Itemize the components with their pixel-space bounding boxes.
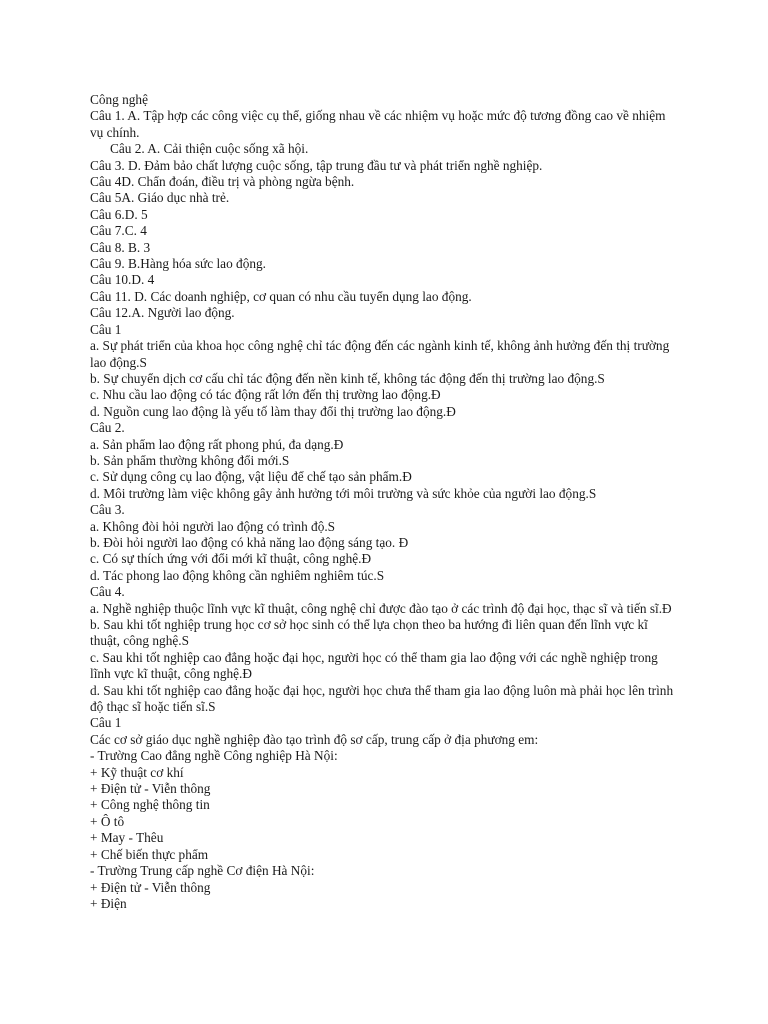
list-item: + Điện bbox=[90, 895, 127, 911]
text-line: c. Sử dụng công cụ lao động, vật liệu để chế tạo sản phẩm.Đ bbox=[90, 469, 412, 485]
text-line: d. Tác phong lao động không cần nghiêm nghiêm túc.S bbox=[90, 567, 385, 583]
text-line: b. Đòi hỏi người lao động có khả năng lao động sáng tạo. Đ bbox=[90, 534, 409, 550]
section-heading: Câu 1 bbox=[90, 715, 122, 731]
section-heading: Câu 2. bbox=[90, 420, 125, 436]
text-line: a. Nghề nghiệp thuộc lĩnh vực kĩ thuật, công nghệ chỉ được đào tạo ở các trình độ đại học, thạc sĩ và tiến sĩ.Đ bbox=[90, 600, 672, 616]
text-line: d. Nguồn cung lao động là yếu tố làm thay đổi thị trường lao động.Đ bbox=[90, 403, 456, 419]
section-heading: Câu 3. bbox=[90, 502, 125, 518]
text-line: b. Sản phẩm thường không đổi mới.S bbox=[90, 452, 290, 468]
list-item: + Công nghệ thông tin bbox=[90, 797, 210, 813]
text-line: Câu 1. A. Tập hợp các công việc cụ thể, giống nhau về các nhiệm vụ hoặc mức độ tương đồng cao về nhiệm vụ chính. bbox=[90, 108, 666, 140]
text-line: c. Sau khi tốt nghiệp cao đẳng hoặc đại học, người học có thể tham gia lao động với các nghề nghiệp trong lĩnh vực kĩ thuật, công nghệ.Đ bbox=[90, 649, 658, 682]
text-line: Câu 12.A. Người lao động. bbox=[90, 305, 235, 321]
text-line: Các cơ sở giáo dục nghề nghiệp đào tạo trình độ sơ cấp, trung cấp ở địa phương em: bbox=[90, 731, 539, 747]
text-line: b. Sau khi tốt nghiệp trung học cơ sở học sinh có thể lựa chọn theo ba hướng đi liên quan đến lĩnh vực kĩ thuật, công nghệ.S bbox=[90, 617, 648, 649]
list-item: + Ô tô bbox=[90, 813, 125, 829]
list-item: + Điện tử - Viễn thông bbox=[90, 781, 211, 797]
text-line: Câu 4D. Chẩn đoán, điều trị và phòng ngừa bệnh. bbox=[90, 174, 355, 190]
document-title: Công nghệ bbox=[90, 92, 148, 107]
list-item: + Chế biến thực phẩm bbox=[90, 846, 209, 862]
text-line: c. Nhu cầu lao động có tác động rất lớn đến thị trường lao động.Đ bbox=[90, 387, 441, 403]
list-item: - Trường Cao đẳng nghề Công nghiệp Hà Nội: bbox=[90, 748, 338, 764]
text-line: b. Sự chuyển dịch cơ cấu chỉ tác động đến nền kinh tế, không tác động đến thị trường lao động.S bbox=[90, 370, 605, 386]
list-item: - Trường Trung cấp nghề Cơ điện Hà Nội: bbox=[90, 863, 315, 879]
text-line: Câu 11. D. Các doanh nghiệp, cơ quan có nhu cầu tuyển dụng lao động. bbox=[90, 288, 472, 304]
list-item: + Điện tử - Viễn thông bbox=[90, 879, 211, 895]
text-line: d. Sau khi tốt nghiệp cao đẳng hoặc đại học, người học chưa thể tham gia lao động luôn mà phải học lên trình độ thạc sĩ hoặc tiến sĩ.S bbox=[90, 682, 674, 715]
section-heading: Câu 4. bbox=[90, 584, 125, 600]
text-line: a. Sự phát triển của khoa học công nghệ chỉ tác động đến các ngành kinh tế, không ảnh hưởng đến thị trường lao động.S bbox=[90, 338, 670, 370]
text-line: d. Môi trường làm việc không gây ảnh hưởng tới môi trường và sức khỏe của người lao động.S bbox=[90, 485, 597, 501]
text-line: a. Sản phẩm lao động rất phong phú, đa dạng.Đ bbox=[90, 436, 344, 452]
list-item: + May - Thêu bbox=[90, 830, 164, 846]
text-line: Câu 8. B. 3 bbox=[90, 239, 151, 255]
text-line: Câu 10.D. 4 bbox=[90, 272, 155, 288]
text-line: Câu 3. D. Đảm bảo chất lượng cuộc sống, tập trung đầu tư và phát triển nghề nghiệp. bbox=[90, 157, 543, 173]
text-line: Câu 7.C. 4 bbox=[90, 223, 147, 239]
text-line: Câu 6.D. 5 bbox=[90, 206, 148, 222]
section-heading: Câu 1 bbox=[90, 321, 122, 337]
text-line: Câu 5A. Giáo dục nhà trẻ. bbox=[90, 190, 230, 206]
text-line: Câu 9. B.Hàng hóa sức lao động. bbox=[90, 256, 266, 272]
text-line: a. Không đòi hỏi người lao động có trình độ.S bbox=[90, 518, 336, 534]
document-body bbox=[90, 92, 675, 912]
list-item: + Kỹ thuật cơ khí bbox=[90, 764, 184, 780]
text-line: c. Có sự thích ứng với đổi mới kĩ thuật, công nghệ.Đ bbox=[90, 551, 372, 567]
text-line: Câu 2. A. Cải thiện cuộc sống xã hội. bbox=[110, 141, 309, 157]
